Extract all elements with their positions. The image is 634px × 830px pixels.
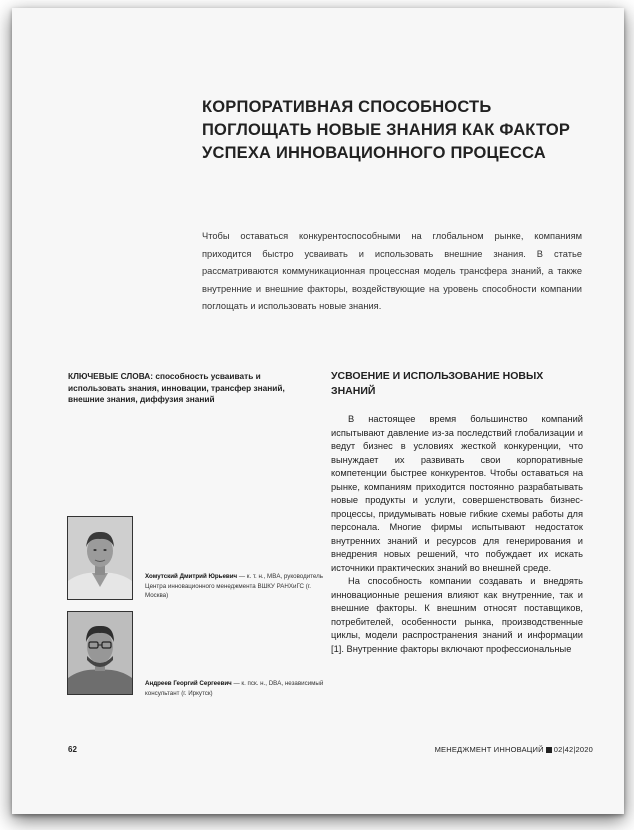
author-portrait-2: [68, 612, 132, 694]
author-portrait-1: [68, 517, 132, 599]
journal-name: МЕНЕДЖМЕНТ ИННОВАЦИЙ: [434, 745, 544, 754]
article-title: КОРПОРАТИВНАЯ СПОСОБНОСТЬ ПОГЛОЩАТЬ НОВЫЕ ЗНАНИЯ КАК ФАКТОР УСПЕХА ИННОВАЦИОННОГО ПРОЦЕССА: [202, 98, 571, 162]
square-icon: [546, 747, 552, 753]
author-name: Хомутский Дмитрий Юрьевич: [145, 573, 238, 580]
author-name: Андреев Георгий Сергеевич: [145, 680, 232, 687]
paragraph: На способность компании создавать и внедрять инновационные решения влияют как внутренние, так и внешние факторы. К внешним относят поставщиков, потребителей, особенности рынка, производственные циклы, модели распространения знаний и информации [1]. Внутренние факторы включают профессиональные: [331, 576, 583, 654]
author-details: — к. пск. н., DBA, независимый консультант (г. Иркутск): [145, 680, 324, 697]
author-info: [145, 679, 335, 698]
journal-footer: [435, 745, 593, 754]
body-text: [331, 413, 583, 656]
paragraph: В настоящее время большинство компаний испытывают давление из-за последствий глобализации и ведут бизнес в условиях жесткой конкуренции, что вынуждает их развивать свои корпоративные компетенции быстрее конкурентов. Чтобы оставаться на рынке, компаниям приходится постоянно разрабатывать новые продукты и услуги, совершенствовать бизнес-процессы, придумывать новые гибкие схемы работы для персонала. Многие фирмы испытывают недостаток внутренних знаний и ресурсов для генерирования и внедрения новых решений, что побуждает их искать источники практических знаний во внешней среде.: [331, 414, 583, 573]
keywords: КЛЮЧЕВЫЕ СЛОВА: способность усваивать и использовать знания, инновации, трансфер знаний, внешние знания, диффузия знаний: [68, 371, 285, 404]
journal-issue: 02|42|2020: [553, 745, 593, 754]
section-heading: УСВОЕНИЕ И ИСПОЛЬЗОВАНИЕ НОВЫХ ЗНАНИЙ: [331, 370, 544, 397]
author-photo: [67, 611, 133, 695]
page-number: 62: [68, 745, 77, 754]
author-details: — к. т. н., MBA, руководитель Центра инновационного менеджмента ВШКУ РАНХиГС (г. Москва): [145, 573, 323, 599]
article-abstract: Чтобы оставаться конкурентоспособными на глобальном рынке, компаниям приходится быстро усваивать и использовать внешние знания. В статье рассматриваются коммуникационная процессная модель трансфера знаний, а также внутренние и внешние факторы, воздействующие на уровень способности компании поглощать и использовать новые знания.: [202, 231, 582, 311]
author-photo: [67, 516, 133, 600]
author-info: [145, 572, 335, 601]
